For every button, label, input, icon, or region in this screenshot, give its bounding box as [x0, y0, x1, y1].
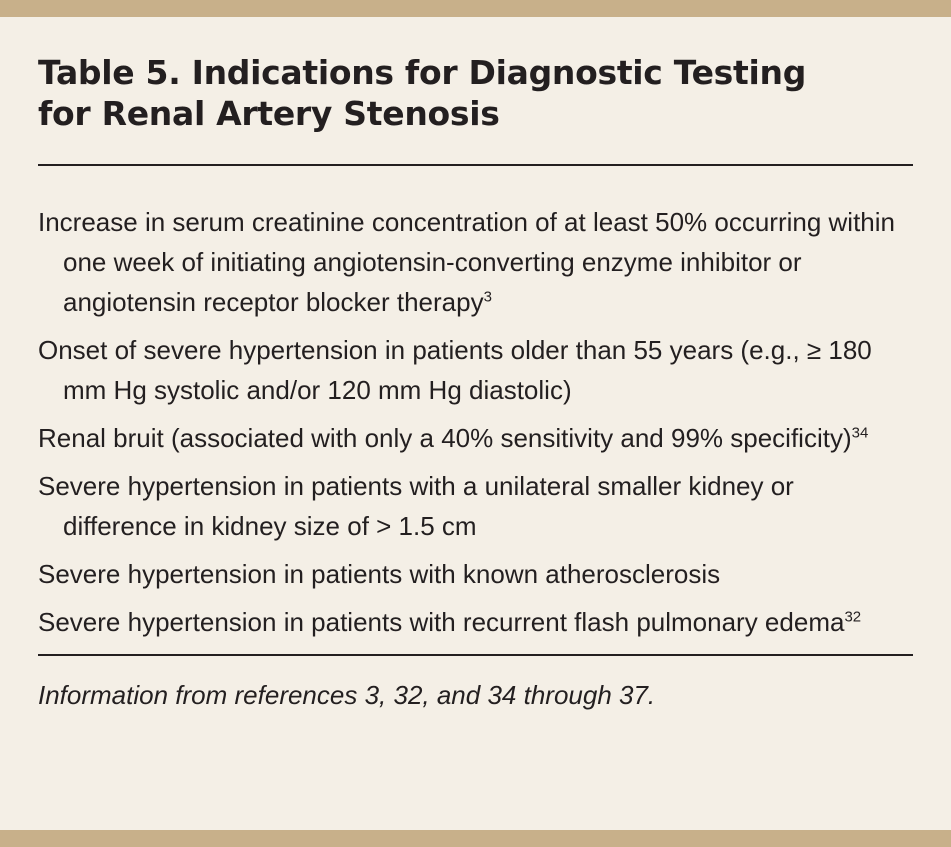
- source-note: Information from references 3, 32, and 34 through 37.: [38, 680, 656, 710]
- list-item: [38, 602, 913, 642]
- item-text: Onset of severe hypertension in patients older than 55 years (e.g., ≥ 180 mm Hg systolic and/or 120 mm Hg diastolic): [38, 335, 872, 405]
- title-line-1: Table 5. Indications for Diagnostic Testing: [38, 53, 807, 92]
- bottom-accent-bar: [0, 830, 951, 847]
- item-text: Severe hypertension in patients with recurrent flash pulmonary edema: [38, 607, 845, 637]
- title-divider: [38, 164, 913, 166]
- list-item: [38, 554, 913, 594]
- footer-divider: [38, 654, 913, 656]
- item-ref: 34: [851, 424, 869, 442]
- item-ref: 3: [483, 288, 492, 306]
- table-title: [38, 52, 913, 134]
- list-item: [38, 330, 913, 410]
- top-accent-bar: [0, 0, 951, 17]
- item-text: Severe hypertension in patients with a unilateral smaller kidney or difference in kidney size of > 1.5 cm: [38, 471, 794, 541]
- table-box: [38, 52, 913, 712]
- title-line-2: for Renal Artery Stenosis: [38, 94, 500, 133]
- list-item: [38, 202, 913, 322]
- item-text: Severe hypertension in patients with known atherosclerosis: [38, 559, 721, 589]
- indication-list: [38, 202, 913, 642]
- list-item: [38, 466, 913, 546]
- item-text: Increase in serum creatinine concentration of at least 50% occurring within one week of initiating angiotensin-converting enzyme inhibitor or angiotensin receptor blocker therapy: [38, 207, 895, 317]
- list-item: [38, 418, 913, 458]
- item-ref: 32: [844, 608, 862, 626]
- item-text: Renal bruit (associated with only a 40% sensitivity and 99% specificity): [38, 423, 852, 453]
